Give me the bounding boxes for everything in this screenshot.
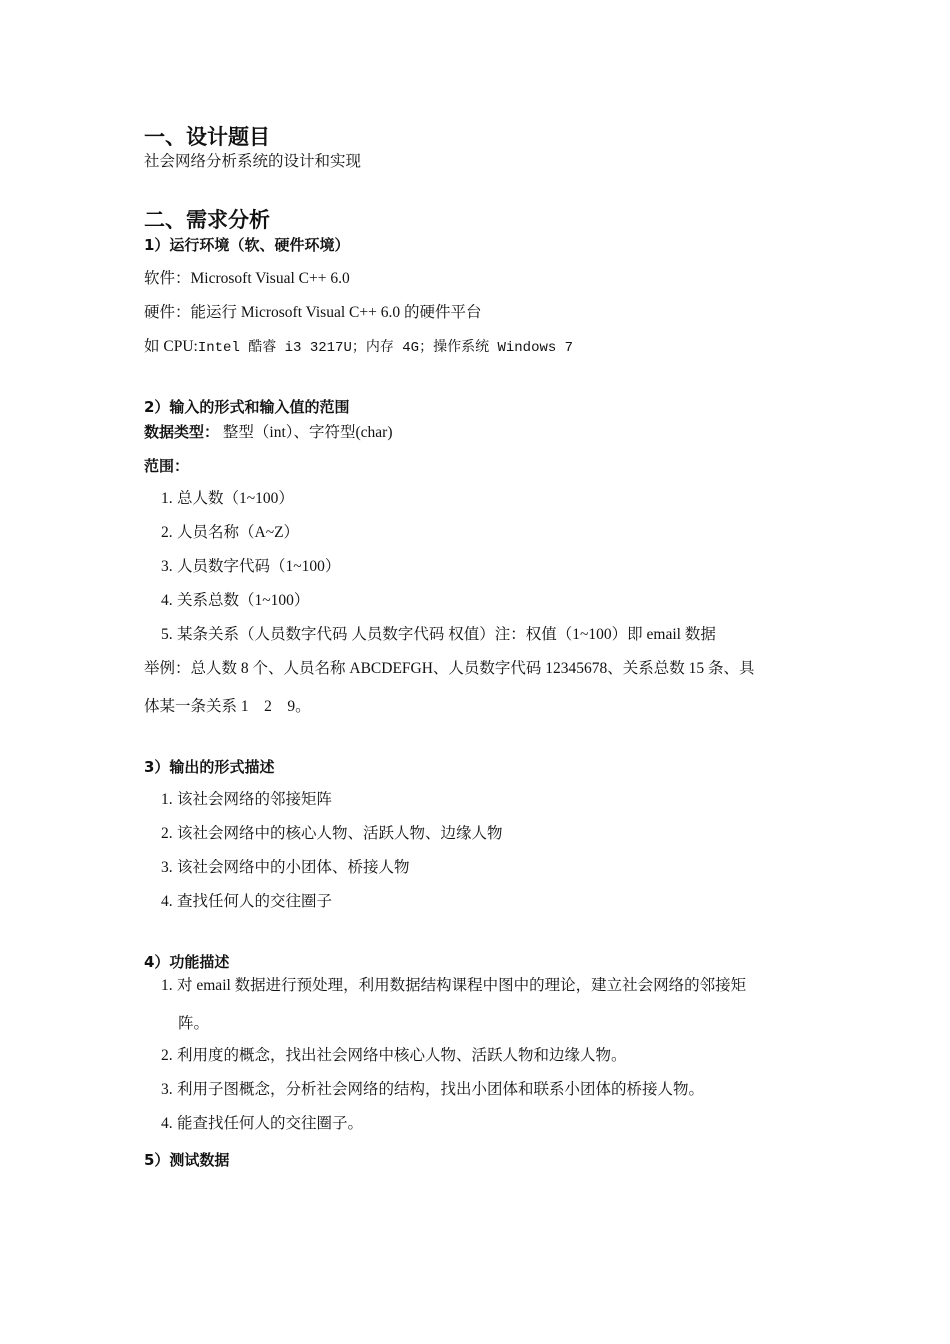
list-item: 3. 人员数字代码（1~100） — [161, 558, 341, 575]
data-types-label: 数据类型： — [144, 423, 220, 441]
list-item: 1. 总人数（1~100） — [161, 490, 294, 507]
cpu-prefix: 如 CPU: — [144, 338, 198, 355]
example-line-2: 体某一条关系 1 2 9。 — [144, 698, 311, 715]
design-topic-text: 社会网络分析系统的设计和实现 — [144, 153, 362, 170]
function-subheading: 4）功能描述 — [144, 953, 230, 971]
data-types-value: 整型（int）、字符型(char) — [219, 424, 393, 441]
example-line-1: 举例：总人数 8 个、人员名称 ABCDEFGH、人员数字代码 12345678、关系总数 15 条、具 — [144, 660, 755, 677]
list-item: 4. 能查找任何人的交往圈子。 — [161, 1115, 364, 1132]
cpu-line — [144, 337, 573, 358]
list-item: 1. 对 email 数据进行预处理，利用数据结构课程中图中的理论，建立社会网络的邻接矩 — [161, 977, 747, 994]
software-line: 软件：Microsoft Visual C++ 6.0 — [144, 270, 350, 287]
env-subheading: 1）运行环境（软、硬件环境） — [144, 236, 350, 254]
list-item: 2. 人员名称（A~Z） — [161, 524, 300, 541]
output-subheading: 3）输出的形式描述 — [144, 758, 275, 776]
range-label: 范围： — [144, 457, 190, 475]
section-heading-1: 一、设计题目 — [144, 125, 270, 149]
list-item: 4. 查找任何人的交往圈子 — [161, 893, 333, 910]
list-item: 3. 该社会网络中的小团体、桥接人物 — [161, 859, 410, 876]
section-heading-2: 二、需求分析 — [144, 208, 270, 232]
list-item: 2. 利用度的概念，找出社会网络中核心人物、活跃人物和边缘人物。 — [161, 1047, 627, 1064]
test-subheading: 5）测试数据 — [144, 1151, 230, 1169]
list-item: 2. 该社会网络中的核心人物、活跃人物、边缘人物 — [161, 825, 503, 842]
list-item: 4. 关系总数（1~100） — [161, 592, 310, 609]
hardware-line: 硬件：能运行 Microsoft Visual C++ 6.0 的硬件平台 — [144, 304, 482, 321]
cpu-spec: Intel 酷睿 i3 3217U；内存 4G；操作系统 Windows 7 — [197, 340, 574, 356]
list-item-continuation: 阵。 — [178, 1015, 210, 1032]
data-types-line — [144, 422, 393, 443]
list-item: 5. 某条关系（人员数字代码 人员数字代码 权值）注：权值（1~100）即 email 数据 — [161, 626, 716, 643]
list-item: 3. 利用子图概念，分析社会网络的结构，找出小团体和联系小团体的桥接人物。 — [161, 1081, 705, 1098]
input-subheading: 2）输入的形式和输入值的范围 — [144, 398, 350, 416]
list-item: 1. 该社会网络的邻接矩阵 — [161, 791, 333, 808]
